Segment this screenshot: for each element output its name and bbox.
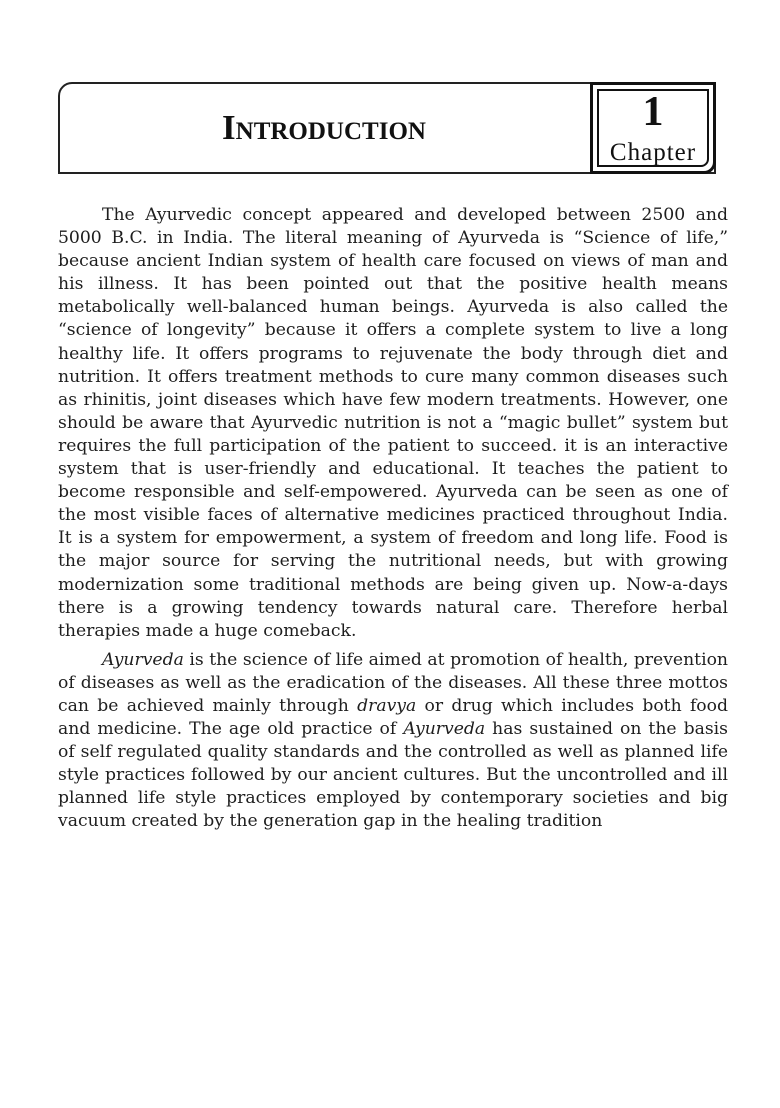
chapter-label: Chapter — [609, 139, 697, 166]
chapter-badge — [590, 82, 716, 174]
paragraph-2-part-1: is the science of life aimed at promotion of health, prevention of diseases as well as the eradication of the diseases. All these three mottos can be achieved mainly through — [58, 649, 728, 716]
chapter-number: 1 — [642, 89, 664, 135]
paragraph-1: The Ayurvedic concept appeared and developed between 2500 and 5000 B.C. in India. The literal meaning of Ayurveda is “Science of life,” because ancient Indian system of health care focused on views of man and his illness. It has been pointed out that the positive health means metabolically well-balanced human beings. Ayurveda is also called the “science of longevity” because it offers a complete system to live a long healthy life. It offers programs to rejuvenate the body through diet and nutrition. It offers treatment methods to cure many common diseases such as rhinitis, joint diseases which have few modern treatments. However, one should be aware that Ayurvedic nutrition is not a “magic bullet” system but requires the full participation of the patient to succeed. it is an interactive system that is user-friendly and educational. It teaches the patient to become responsible and self-empowered. Ayurveda can be seen as one of the most visible faces of alternative medicines practiced throughout India. It is a system for empowerment, a system of freedom and long life. Food is the major source for serving the nutritional needs, but with growing modernization some traditional methods are being given up. Now-a-days there is a growing tendency towards natural care. Therefore herbal therapies made a huge comeback. — [58, 205, 728, 641]
term-ayurveda: Ayurveda — [102, 649, 184, 670]
body-text — [58, 204, 728, 840]
paragraph-2-part-3: has sustained on the basis of self regulated quality standards and the controlled as well as planned life style practices followed by our ancient cultures. But the uncontrolled and ill planned life style practices employed by contemporary societies and big vacuum created by the generation gap in the healing tradition — [58, 719, 728, 832]
chapter-header — [58, 82, 716, 174]
term-ayurveda-second: Ayurveda — [403, 719, 486, 740]
paragraph-2 — [58, 649, 728, 834]
paragraph-2-part-2: or drug which includes both food and medicine. The age old practice of — [58, 695, 729, 740]
chapter-title: Introduction — [222, 108, 426, 147]
term-dravya: dravya — [357, 695, 417, 716]
